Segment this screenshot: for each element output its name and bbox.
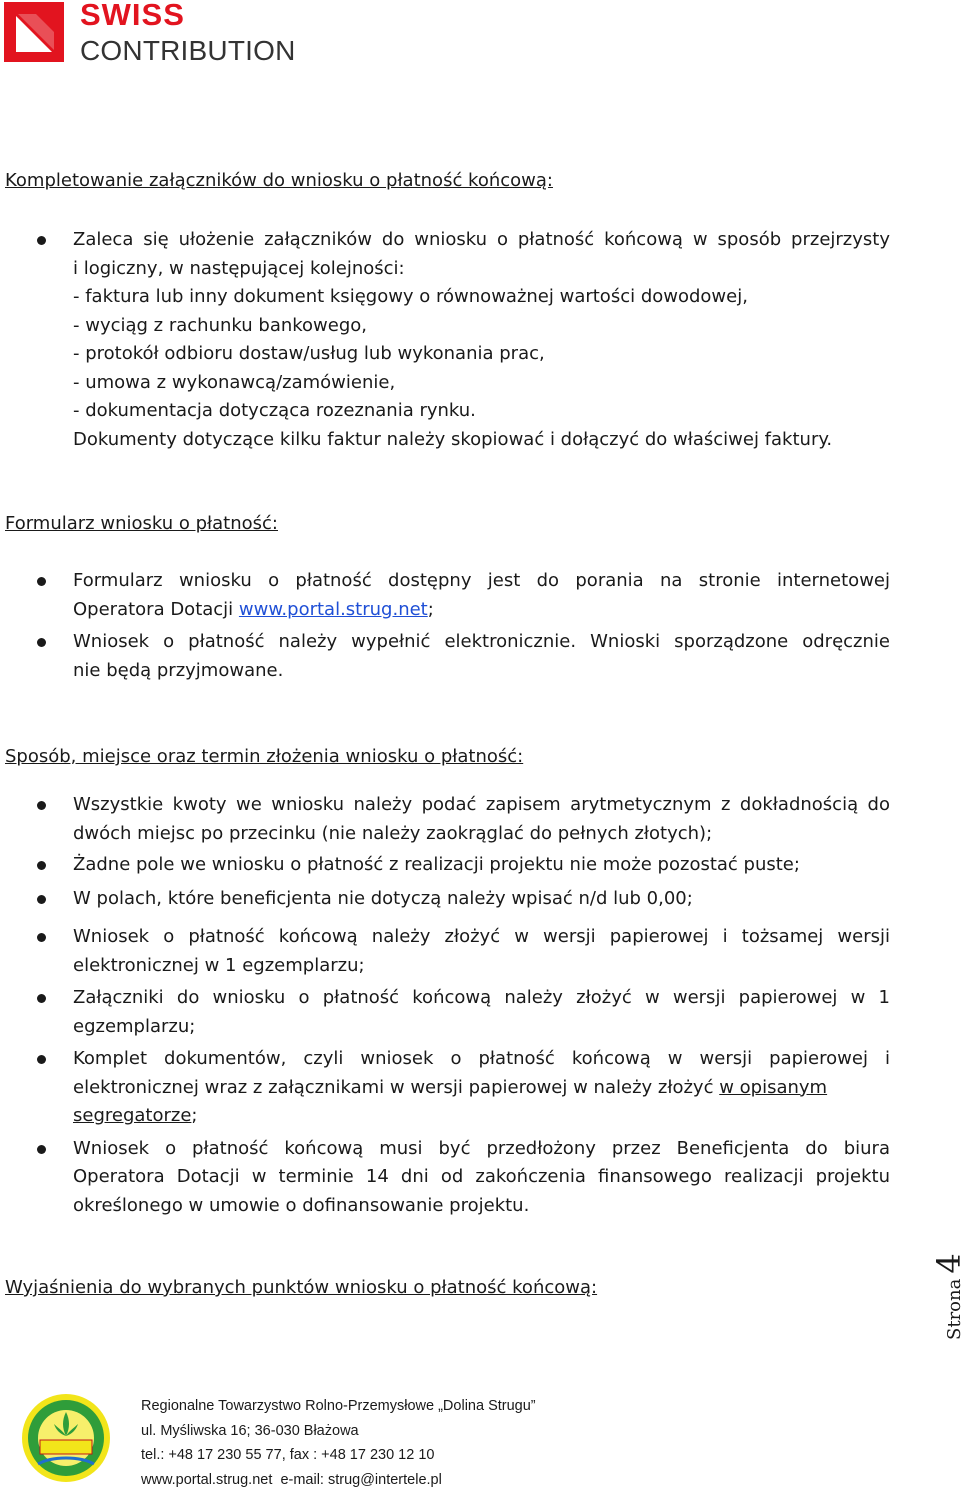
logo-arrow-icon	[4, 2, 64, 62]
bullet-icon	[37, 236, 46, 245]
page-label: Strona	[944, 1278, 965, 1340]
footer-org: Regionalne Towarzystwo Rolno-Przemysłowe „Dolina Strugu”	[141, 1398, 536, 1414]
list-item: Wszystkie kwoty we wniosku należy podać zapisem arytmetycznym z dokładnością do dwóch miejsc po przecinku (nie należy zaokrąglać do pełnych złotych);	[0, 791, 890, 848]
section-heading-attachments: Kompletowanie załączników do wniosku o płatność końcową:	[5, 170, 553, 191]
form-list	[0, 567, 890, 685]
attachments-list	[0, 226, 890, 454]
list-item: Żadne pole we wniosku o płatność z realizacji projektu nie może pozostać puste;	[0, 851, 890, 880]
bullet-icon	[37, 638, 46, 647]
list-item: Załączniki do wniosku o płatność końcową należy złożyć w wersji papierowej w 1 egzemplarzu;	[0, 984, 890, 1041]
bullet-icon	[37, 577, 46, 586]
portal-link[interactable]: www.portal.strug.net	[238, 598, 428, 620]
footer-address: ul. Myśliwska 16; 36-030 Błażowa	[141, 1422, 359, 1439]
section-heading-form: Formularz wniosku o płatność:	[5, 513, 278, 534]
bullet-icon	[37, 1055, 46, 1064]
list-item: Formularz wniosku o płatność dostępny jest do porania na stronie internetowej Operatora Dotacji www.portal.strug.net;	[0, 567, 890, 624]
section-heading-submission: Sposób, miejsce oraz termin złożenia wniosku o płatność:	[5, 746, 524, 767]
submission-list	[0, 791, 890, 1220]
footer-web-email	[141, 1468, 536, 1493]
list-item: Wniosek o płatność końcową musi być przedłożony przez Beneficjenta do biura Operatora Dotacji w terminie 14 dni od zakończenia finansowego realizacji projektu określonego w umowie o dofinansowanie projektu.	[0, 1135, 890, 1221]
page-number	[930, 1200, 968, 1340]
bullet-icon	[37, 861, 46, 870]
bullet-icon	[37, 801, 46, 810]
bullet-icon	[37, 933, 46, 942]
footer-web[interactable]: www.portal.strug.net	[141, 1471, 273, 1488]
list-item: Komplet dokumentów, czyli wniosek o płatność końcową w wersji papierowej i elektronicznej wraz z załącznikami w wersji papierowej w należy złożyć w opisanym segregatorze;	[0, 1045, 890, 1131]
dolina-strugu-emblem-icon	[18, 1390, 114, 1486]
logo-word-contribution: CONTRIBUTION	[80, 35, 296, 66]
footer-phone: tel.: +48 17 230 55 77, fax : +48 17 230 12 10	[141, 1447, 435, 1463]
section-heading-explanations: Wyjaśnienia do wybranych punktów wniosku o płatność końcową:	[5, 1277, 598, 1298]
list-item: Zaleca się ułożenie załączników do wniosku o płatność końcową w sposób przejrzysty i logiczny, w następującej kolejności: - faktura lub inny dokument księgowy o równoważnej wartości dowodowej, - wyciąg z rachunku bankowego, - protokół odbioru dostaw/usług lub wykonania prac, - umowa z wykonawcą/zamówienie, - dokumentacja dotycząca rozeznania rynku. Dokumenty dotyczące kilku faktur należy skopiować i dołączyć do właściwej faktury.	[0, 226, 890, 454]
footer-contact	[141, 1394, 536, 1492]
list-item: Wniosek o płatność końcową należy złożyć w wersji papierowej i tożsamej wersji elektronicznej w 1 egzemplarzu;	[0, 923, 890, 980]
page-number-value: 4	[930, 1253, 968, 1274]
bullet-icon	[37, 994, 46, 1003]
logo-word-swiss: SWISS	[80, 0, 185, 32]
bullet-icon	[37, 1145, 46, 1154]
dolina-strugu-logo	[18, 1390, 114, 1486]
bullet-icon	[37, 895, 46, 904]
list-item: W polach, które beneficjenta nie dotyczą należy wpisać n/d lub 0,00;	[0, 885, 890, 914]
swiss-contribution-logo	[4, 2, 304, 68]
footer-email[interactable]: e-mail: strug@intertele.pl	[280, 1471, 442, 1488]
list-item: Wniosek o płatność należy wypełnić elektronicznie. Wnioski sporządzone odręcznie nie będą przyjmowane.	[0, 628, 890, 685]
logo-red-square	[4, 2, 64, 62]
